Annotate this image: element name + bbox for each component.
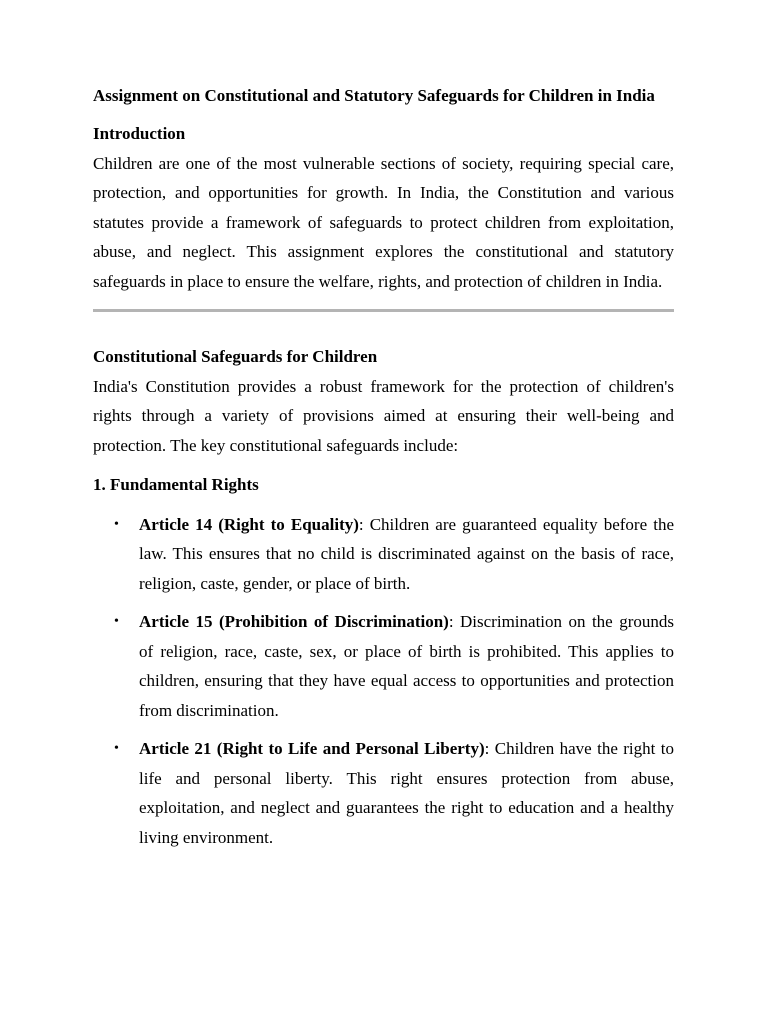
list-item-article-15 [93,607,674,725]
fundamental-rights-list [93,510,674,853]
list-item-article-14 [93,510,674,599]
fundamental-rights-heading: 1. Fundamental Rights [93,475,259,494]
constitutional-safeguards-paragraph: India's Constitution provides a robust framework for the protection of children's rights through a variety of provisions aimed at ensuring their well-being and protection. The key constitutional safeguards include: [93,376,674,455]
document-title: Assignment on Constitutional and Statutory Safeguards for Children in India [93,86,655,105]
article-21-description: : Children have the right to life and personal liberty. This right ensures protection from abuse, exploitation, and neglect and guarantees the right to education and a healthy living environment. [139,739,674,847]
list-item-article-21 [93,734,674,852]
article-21-term: Article 21 (Right to Life and Personal Liberty) [139,739,485,758]
introduction-paragraph: Children are one of the most vulnerable sections of society, requiring special care, protection, and opportunities for growth. In India, the Constitution and various statutes provide a framework of safeguards to protect children from exploitation, abuse, and neglect. This assignment explores the constitutional and statutory safeguards in place to ensure the welfare, rights, and protection of children in India. [93,153,674,291]
introduction-heading: Introduction [93,124,186,143]
constitutional-safeguards-heading: Constitutional Safeguards for Children [93,347,378,366]
bullet-icon: • [114,614,119,629]
bullet-icon: • [114,741,119,756]
article-15-term: Article 15 (Prohibition of Discrimination) [139,612,449,631]
article-14-description: : Children are guaranteed equality before the law. This ensures that no child is discriminated against on the basis of race, religion, caste, gender, or place of birth. [139,514,674,593]
article-15-description: : Discrimination on the grounds of religion, race, caste, sex, or place of birth is prohibited. This applies to children, ensuring that they have equal access to opportunities and protection from discrimination. [139,612,674,720]
article-14-term: Article 14 (Right to Equality) [139,514,359,534]
document-page [93,81,674,861]
bullet-icon: • [114,516,119,532]
section-divider [93,309,674,312]
